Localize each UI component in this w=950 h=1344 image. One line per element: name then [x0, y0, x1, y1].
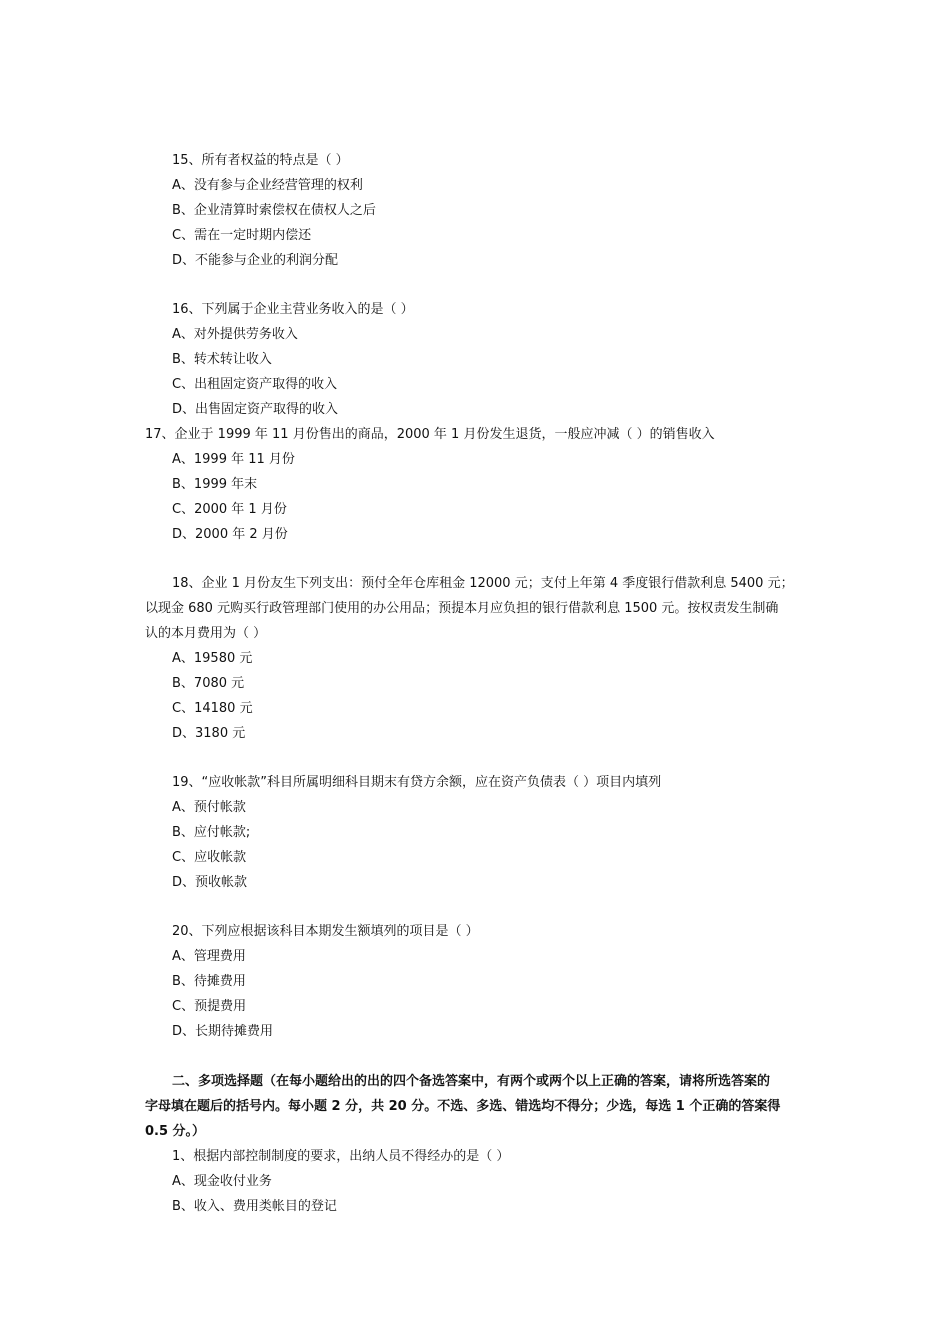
- question-20-option-b: B、待摊费用: [172, 974, 246, 989]
- question-17-option-a: A、1999 年 11 月份: [172, 452, 295, 467]
- question-17-stem: 17、企业于 1999 年 11 月份售出的商品，2000 年 1 月份发生退货，一般应冲减（ ）的销售收入: [145, 427, 715, 442]
- question-16-option-a: A、对外提供劳务收入: [172, 327, 298, 342]
- question-19-option-c: C、应收帐款: [172, 850, 247, 865]
- question-19-option-a: A、预付帐款: [172, 800, 246, 815]
- section-2-heading-line-2: 字母填在题后的括号内。每小题 2 分，共 20 分。不选、多选、错选均不得分；少选，每选 1 个正确的答案得: [145, 1099, 781, 1114]
- question-18-option-b: B、7080 元: [172, 676, 245, 691]
- question-17-option-d: D、2000 年 2 月份: [172, 527, 288, 542]
- question-18-option-a: A、19580 元: [172, 651, 253, 666]
- question-15-option-a: A、没有参与企业经营管理的权利: [172, 178, 363, 193]
- question-15-option-c: C、需在一定时期内偿还: [172, 228, 312, 243]
- question-17-option-b: B、1999 年末: [172, 477, 258, 492]
- question-20-stem: 20、下列应根据该科目本期发生额填列的项目是（ ）: [172, 924, 479, 939]
- question-19-option-b: B、应付帐款;: [172, 825, 251, 840]
- section-2-heading-line-1: 二、多项选择题（在每小题给出的出的四个备选答案中，有两个或两个以上正确的答案，请将所选答案的: [172, 1074, 771, 1089]
- question-19-option-d: D、预收帐款: [172, 875, 248, 890]
- question-18-stem-line-2: 以现金 680 元购买行政管理部门使用的办公用品；预提本月应负担的银行借款利息 1500 元。按权责发生制确: [145, 601, 779, 616]
- question-15-stem: 15、所有者权益的特点是（ ）: [172, 153, 349, 168]
- question-16-option-c: C、出租固定资产取得的收入: [172, 377, 338, 392]
- question-16-stem: 16、下列属于企业主营业务收入的是（ ）: [172, 302, 414, 317]
- question-20-option-d: D、长期待摊费用: [172, 1024, 274, 1039]
- question-20-option-c: C、预提费用: [172, 999, 247, 1014]
- section-2-question-1-stem: 1、根据内部控制制度的要求，出纳人员不得经办的是（ ）: [172, 1149, 510, 1164]
- question-15-option-d: D、不能参与企业的利润分配: [172, 253, 339, 268]
- question-18-option-d: D、3180 元: [172, 726, 246, 741]
- question-16-option-d: D、出售固定资产取得的收入: [172, 402, 339, 417]
- question-15-option-b: B、企业清算时索偿权在债权人之后: [172, 203, 376, 218]
- question-18-stem-line-3: 认的本月费用为（ ）: [145, 626, 267, 641]
- section-2-heading-line-3: 0.5 分。）: [145, 1124, 206, 1139]
- section-2-question-1-option-a: A、现金收付业务: [172, 1174, 272, 1189]
- question-20-option-a: A、管理费用: [172, 949, 246, 964]
- question-17-option-c: C、2000 年 1 月份: [172, 502, 287, 517]
- question-18-stem-line-1: 18、企业 1 月份友生下列支出：预付全年仓库租金 12000 元；支付上年第 4 季度银行借款利息 5400 元；: [172, 576, 794, 591]
- question-16-option-b: B、转术转让收入: [172, 352, 272, 367]
- question-18-option-c: C、14180 元: [172, 701, 253, 716]
- section-2-question-1-option-b: B、收入、费用类帐目的登记: [172, 1199, 337, 1214]
- question-19-stem: 19、“应收帐款”科目所属明细科目期末有贷方余额，应在资产负债表（ ）项目内填列: [172, 775, 662, 790]
